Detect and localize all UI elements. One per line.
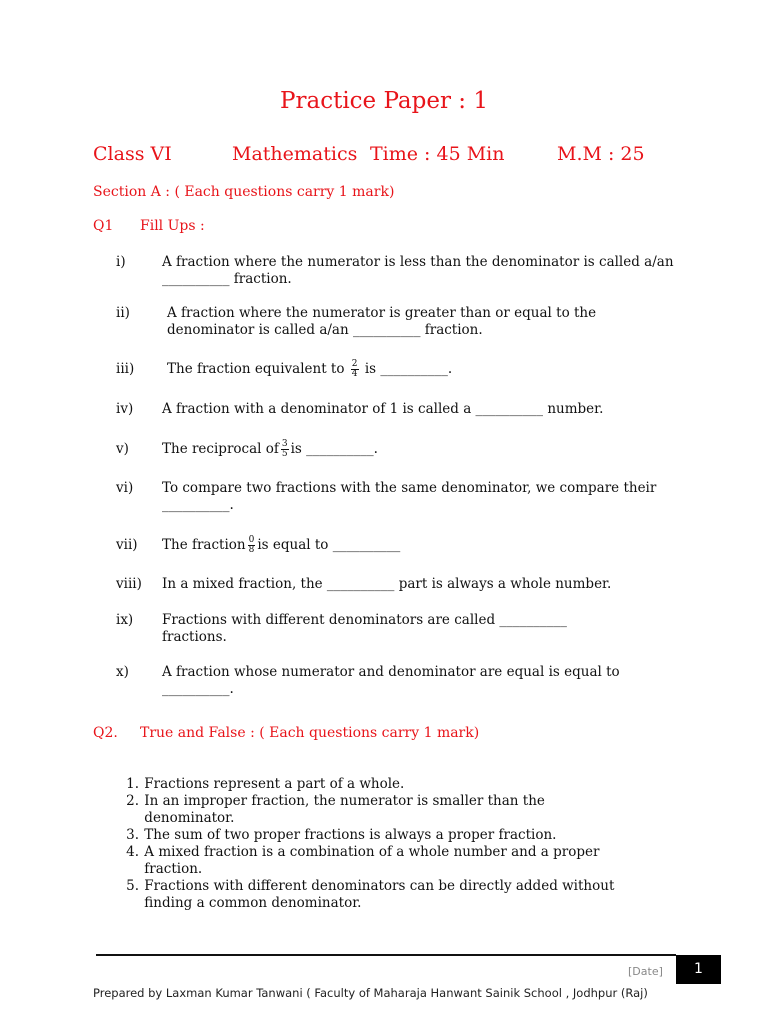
list-item [116,878,676,912]
fraction-numerator: 3 [281,439,288,449]
item-text-after: is __________. [364,361,453,377]
item-text-before: The reciprocal of [162,441,279,457]
item-text: A fraction whose numerator and denominator are equal is equal to __________. [162,664,620,697]
fraction [281,440,289,459]
item-text [162,532,682,558]
item-number: 1. [126,776,139,792]
marks-label: M.M : 25 [557,143,645,165]
item-text-before: The fraction [162,537,246,553]
item-text: To compare two fractions with the same denominator, we compare their __________. [162,480,657,513]
item-text: A fraction where the numerator is less than the denominator is called a/an __________ fraction. [162,254,674,287]
footer-divider [96,954,676,956]
item-number: 2. [126,793,139,809]
list-item [116,827,676,844]
item-number: 3. [126,827,139,843]
time-label: Time : 45 Min [370,143,505,165]
fraction-denominator: 4 [351,369,358,379]
item-number: x) [116,664,129,680]
item-text [167,356,687,382]
item-text: Fractions with different denominators are called __________ fractions. [162,612,567,645]
item-number: ii) [116,305,130,321]
page-number: 1 [676,955,721,984]
item-text: Fractions represent a part of a whole. [144,776,405,792]
item-number: iv) [116,401,134,417]
fraction-denominator: 5 [281,449,288,459]
item-text-after: is equal to __________ [257,537,401,553]
page-title: Practice Paper : 1 [280,88,488,114]
item-text: A fraction with a denominator of 1 is called a __________ number. [162,401,604,417]
item-text: A fraction where the numerator is greater than or equal to the denominator is called a/an __________ fraction. [167,305,597,338]
item-number: 5. [126,878,139,894]
item-number: ix) [116,612,134,628]
fraction [351,360,359,379]
item-number: vii) [116,537,138,553]
item-text: Fractions with different denominators can be directly added without finding a common denominator. [144,878,615,911]
section-a-heading: Section A : ( Each questions carry 1 mark) [93,184,395,200]
item-number: i) [116,254,126,270]
item-text-before: The fraction equivalent to [167,361,345,377]
fraction-denominator: 8 [248,545,255,555]
date-placeholder: [Date] [628,965,663,978]
class-label: Class VI [93,143,172,165]
item-text [162,436,682,462]
list-item [116,793,676,827]
item-number: v) [116,441,129,457]
item-number: vi) [116,480,134,496]
item-text: A mixed fraction is a combination of a whole number and a proper fraction. [144,844,600,877]
list-item [116,776,676,793]
item-number: iii) [116,361,135,377]
q1-title: Fill Ups : [140,218,205,234]
item-number: 4. [126,844,139,860]
item-text: In an improper fraction, the numerator is smaller than the denominator. [144,793,545,826]
item-text: The sum of two proper fractions is always a proper fraction. [144,827,557,843]
footer-credit: Prepared by Laxman Kumar Tanwani ( Faculty of Maharaja Hanwant Sainik School , Jodhpur (Raj) [93,986,648,1000]
fraction-numerator: 0 [248,535,255,545]
q2-number: Q2. [93,725,118,741]
item-text-after: is __________. [290,441,378,457]
fraction [248,536,256,555]
q2-title: True and False : ( Each questions carry 1 mark) [140,725,480,741]
subject-label: Mathematics [232,143,358,165]
q1-number: Q1 [93,218,114,234]
item-number: viii) [116,576,142,592]
item-text: In a mixed fraction, the __________ part is always a whole number. [162,576,612,592]
fraction-numerator: 2 [351,359,358,369]
list-item [116,844,676,878]
